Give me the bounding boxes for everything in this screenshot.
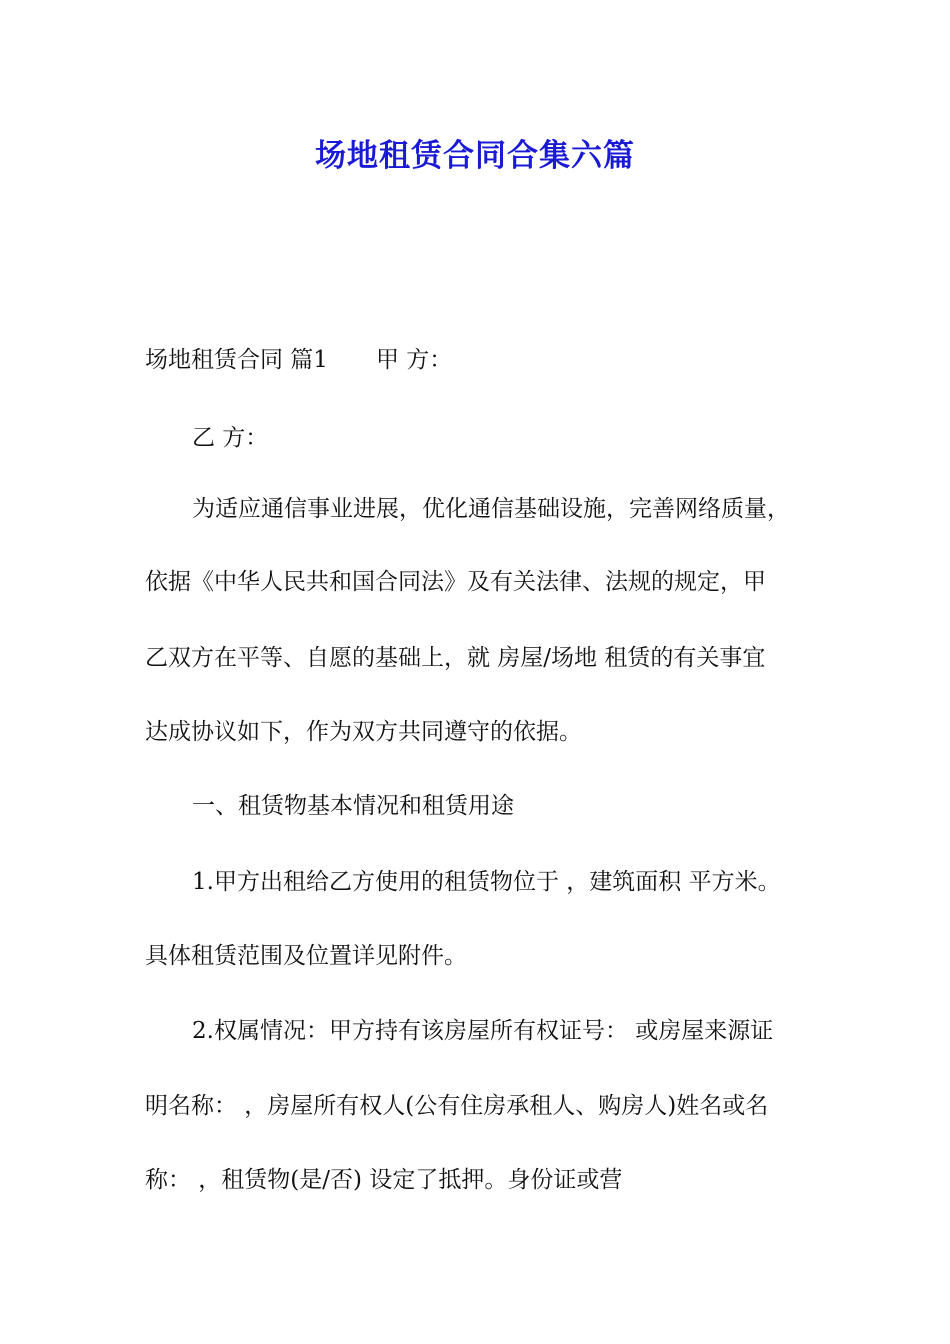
- party-b-label: 乙 方：: [192, 425, 269, 451]
- paragraph-line: 达成协议如下，作为双方共同遵守的依据。: [145, 719, 582, 745]
- paragraph-line: 乙双方在平等、自愿的基础上，就 房屋/场地 租赁的有关事宜: [145, 645, 766, 671]
- contract-part-heading: 场地租赁合同 篇1: [145, 347, 328, 373]
- paragraph-line: 具体租赁范围及位置详见附件。: [145, 943, 467, 969]
- paragraph-line: 明名称： ，房屋所有权人(公有住房承租人、购房人)姓名或名: [145, 1093, 769, 1119]
- paragraph-line: 称： ，租赁物(是/否) 设定了抵押。身份证或营: [145, 1167, 623, 1193]
- paragraph-line: 2.权属情况：甲方持有该房屋所有权证号： 或房屋来源证: [192, 1018, 774, 1044]
- document-title: 场地租赁合同合集六篇: [315, 138, 635, 174]
- paragraph-line: 为适应通信事业进展，优化通信基础设施，完善网络质量，: [192, 496, 790, 522]
- section-heading: 一、租赁物基本情况和租赁用途: [192, 793, 514, 819]
- paragraph-line: 1.甲方出租给乙方使用的租赁物位于 ，建筑面积 平方米。: [192, 869, 781, 895]
- party-a-label: 甲 方：: [375, 347, 453, 373]
- paragraph-line: 依据《中华人民共和国合同法》及有关法律、法规的规定，甲: [145, 569, 766, 595]
- contract-heading-line: [145, 345, 825, 375]
